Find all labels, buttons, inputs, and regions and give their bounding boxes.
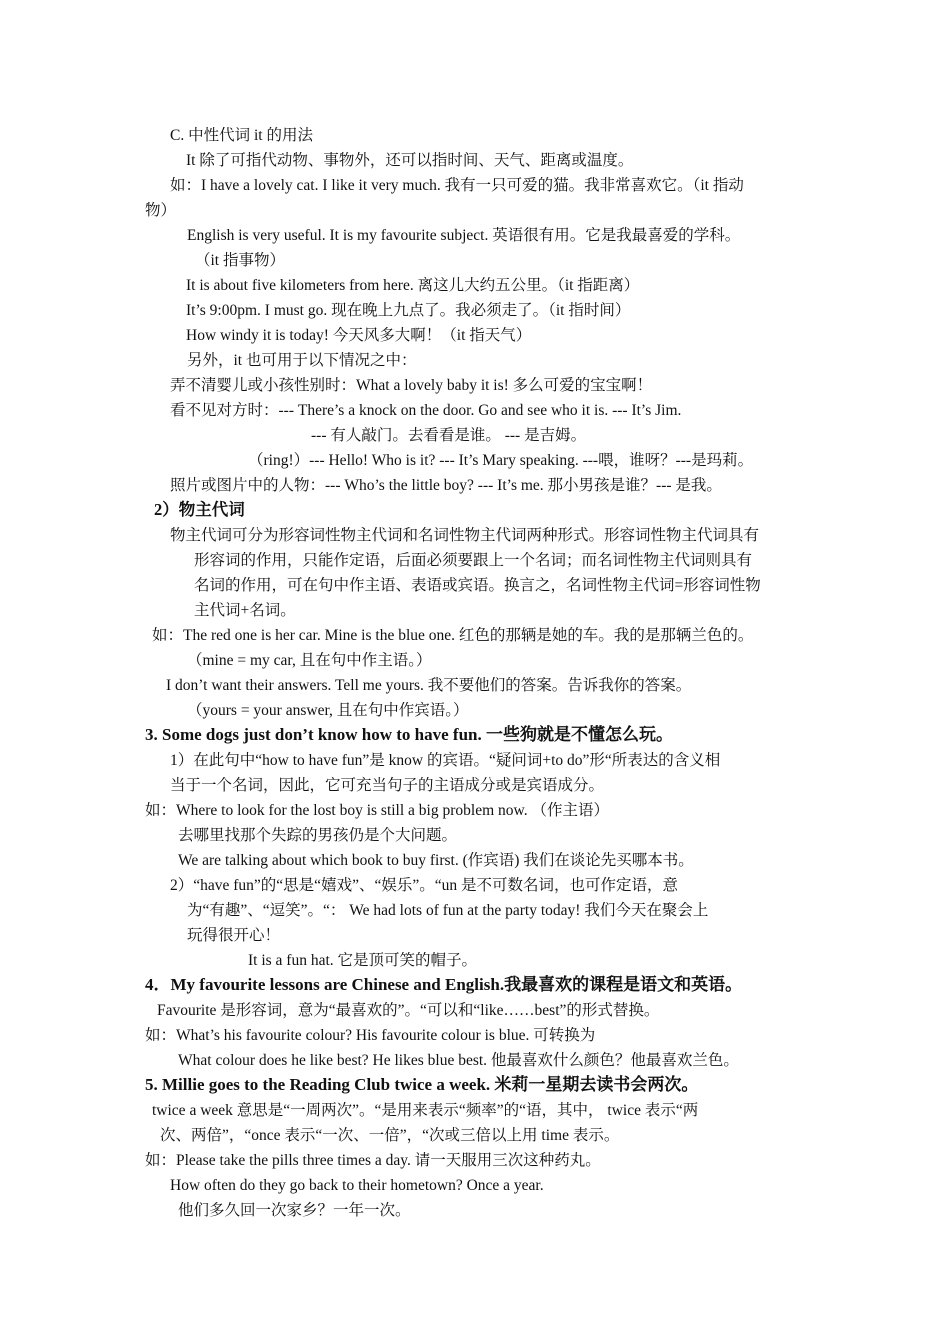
text-line: 玩得很开心！ [187, 927, 281, 944]
text-line: 另外，it 也可用于以下情况之中： [187, 352, 417, 369]
text-line: It is a fun hat. 它是顶可笑的帽子。 [248, 952, 478, 969]
text-line: 看不见对方时：--- There’s a knock on the door. Go and see who it is. --- It’s Jim. [170, 402, 682, 419]
section-heading: 5. Millie goes to the Reading Club twice a week. 米莉一星期去读书会两次。 [145, 1075, 699, 1094]
text-line: 如：I have a lovely cat. I like it very much. 我有一只可爱的猫。我非常喜欢它。（it 指动 [170, 177, 744, 194]
text-line: 物主代词可分为形容词性物主代词和名词性物主代词两种形式。形容词性物主代词具有 [170, 527, 760, 544]
text-line: 物） [145, 202, 177, 219]
text-line: 1）在此句中“how to have fun”是 know 的宾语。“疑问词+to do”形“所表达的含义相 [170, 752, 721, 769]
text-line: 如：Please take the pills three times a day. 请一天服用三次这种药丸。 [145, 1152, 601, 1169]
text-line: （mine = my car, 且在句中作主语。） [187, 652, 432, 669]
text-line: 2）“have fun”的“思是“嬉戏”、“娱乐”。“un 是不可数名词，也可作定语，意 [170, 877, 678, 894]
text-line: I don’t want their answers. Tell me yours. 我不要他们的答案。告诉我你的答案。 [166, 677, 692, 694]
text-line: 形容词的作用，只能作定语，后面必须要跟上一个名词；而名词性物主代词则具有 [194, 552, 753, 569]
text-line: What colour does he like best? He likes blue best. 他最喜欢什么颜色？他最喜欢兰色。 [178, 1052, 739, 1069]
section-heading: 2）物主代词 [154, 500, 245, 519]
text-line: It’s 9:00pm. I must go. 现在晚上九点了。我必须走了。（it 指时间） [186, 302, 631, 319]
text-line: （ring!）--- Hello! Who is it? --- It’s Mary speaking. ---喂，谁呀？---是玛莉。 [248, 452, 754, 469]
text-line: twice a week 意思是“一周两次”。“是用来表示“频率”的“语，其中， twice 表示“两 [152, 1102, 699, 1119]
text-line: We are talking about which book to buy first. (作宾语) 我们在谈论先买哪本书。 [178, 852, 694, 869]
text-line: （yours = your answer, 且在句中作宾语。） [187, 702, 469, 719]
text-line: --- 有人敲门。去看看是谁。 --- 是吉姆。 [311, 427, 587, 444]
text-line: How windy it is today! 今天风多大啊！（it 指天气） [186, 327, 532, 344]
text-line: 名词的作用，可在句中作主语、表语或宾语。换言之，名词性物主代词=形容词性物 [194, 577, 761, 594]
text-line: How often do they go back to their hometown? Once a year. [170, 1177, 544, 1194]
text-line: C. 中性代词 it 的用法 [170, 127, 313, 144]
text-line: 去哪里找那个失踪的男孩仍是个大问题。 [178, 827, 458, 844]
text-line: Favourite 是形容词，意为“最喜欢的”。“可以和“like……best”的形式替换。 [157, 1002, 660, 1019]
text-line: 弄不清婴儿或小孩性别时：What a lovely baby it is! 多么可爱的宝宝啊！ [170, 377, 653, 394]
text-line: 次、两倍”，“once 表示“一次、一倍”，“次或三倍以上用 time 表示。 [160, 1127, 620, 1144]
text-line: 当于一个名词，因此，它可充当句子的主语成分或是宾语成分。 [170, 777, 605, 794]
text-line: It is about five kilometers from here. 离这儿大约五公里。（it 指距离） [186, 277, 640, 294]
text-line: 如：The red one is her car. Mine is the blue one. 红色的那辆是她的车。我的是那辆兰色的。 [152, 627, 754, 644]
text-line: 如：What’s his favourite colour? His favourite colour is blue. 可转换为 [145, 1027, 596, 1044]
text-line: 如：Where to look for the lost boy is still a big problem now. （作主语） [145, 802, 609, 819]
text-line: 照片或图片中的人物：--- Who’s the little boy? --- It’s me. 那小男孩是谁？--- 是我。 [170, 477, 722, 494]
text-line: English is very useful. It is my favourite subject. 英语很有用。它是我最喜爱的学科。 [187, 227, 741, 244]
section-heading: 3. Some dogs just don’t know how to have fun. 一些狗就是不懂怎么玩。 [145, 725, 674, 744]
text-line: 他们多久回一次家乡？一年一次。 [178, 1202, 411, 1219]
text-line: 为“有趣”、“逗笑”。“： We had lots of fun at the party today! 我们今天在聚会上 [187, 902, 709, 919]
text-line: 主代词+名词。 [194, 602, 296, 619]
text-line: （it 指事物） [195, 252, 285, 269]
section-heading: 4．My favourite lessons are Chinese and English.我最喜欢的课程是语文和英语。 [145, 975, 743, 994]
text-line: It 除了可指代动物、事物外，还可以指时间、天气、距离或温度。 [186, 152, 634, 169]
